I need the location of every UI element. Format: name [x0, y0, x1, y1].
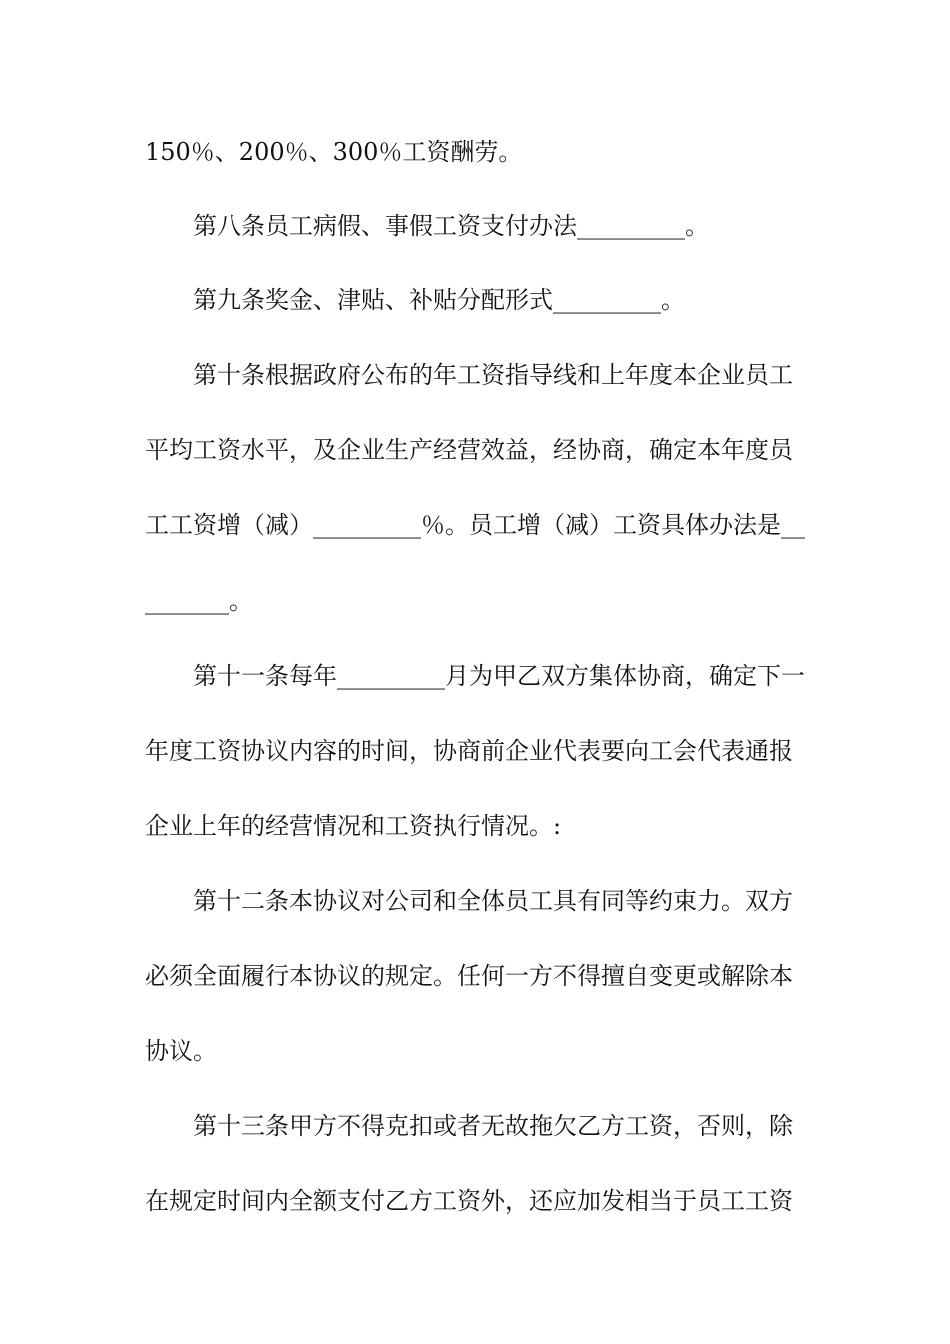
- article-11-line-2: 年度工资协议内容的时间，协商前企业代表要向工会代表通报: [145, 737, 793, 765]
- article-10-line-4: _______。: [145, 587, 253, 615]
- article-11-line-3: 企业上年的经营情况和工资执行情况。:: [145, 812, 562, 840]
- article-8-line: 第八条员工病假、事假工资支付办法_________。: [193, 212, 709, 240]
- text-line-overtime-rates: 150％、200％、300％工资酬劳。: [145, 138, 523, 166]
- article-12-line-3: 协议。: [145, 1037, 217, 1065]
- article-10-line-3: 工工资增（减）_________％。员工增（减）工资具体办法是__: [145, 511, 805, 539]
- article-9-line: 第九条奖金、津贴、补贴分配形式_________。: [193, 286, 685, 314]
- article-13-line-1: 第十三条甲方不得克扣或者无故拖欠乙方工资，否则，除: [193, 1112, 793, 1140]
- article-12-line-1: 第十二条本协议对公司和全体员工具有同等约束力。双方: [193, 887, 793, 915]
- article-11-line-1: 第十一条每年_________月为甲乙双方集体协商，确定下一: [193, 662, 805, 690]
- article-13-line-2: 在规定时间内全额支付乙方工资外，还应加发相当于员工工资: [145, 1187, 793, 1215]
- article-10-line-2: 平均工资水平，及企业生产经营效益，经协商，确定本年度员: [145, 436, 793, 464]
- article-12-line-2: 必须全面履行本协议的规定。任何一方不得擅自变更或解除本: [145, 962, 793, 990]
- article-10-line-1: 第十条根据政府公布的年工资指导线和上年度本企业员工: [193, 361, 793, 389]
